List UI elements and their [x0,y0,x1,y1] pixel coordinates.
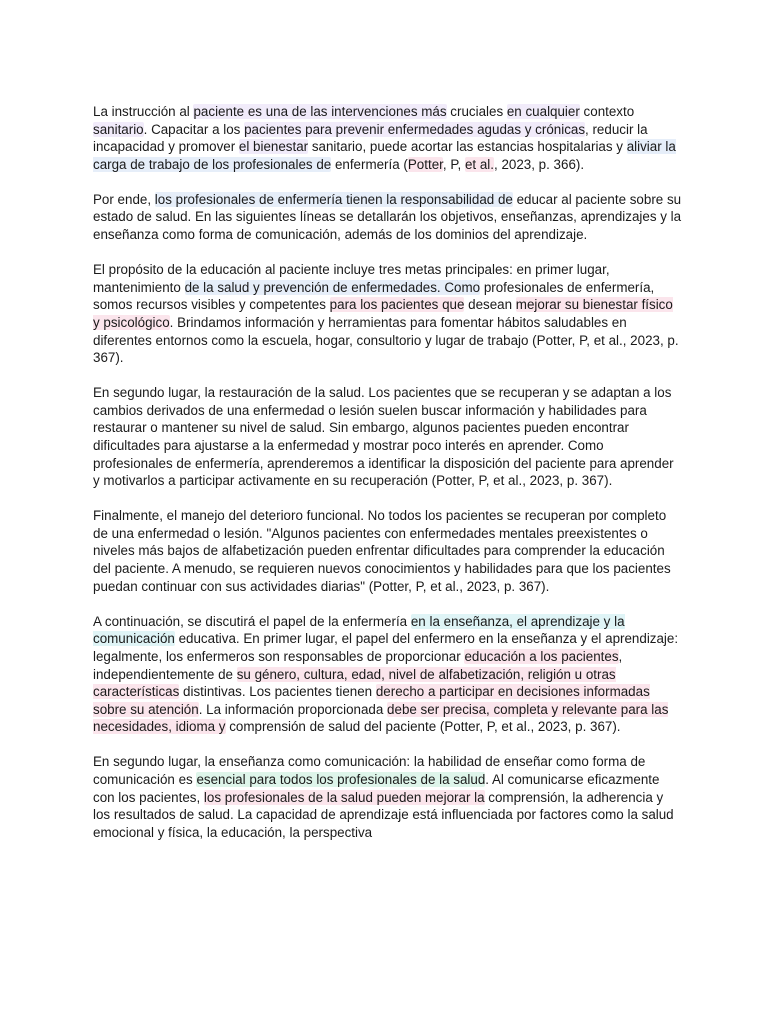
body-text: , 2023, p. 366). [494,156,585,172]
body-text: comprensión de salud del paciente (Potter, P, et al., 2023, p. 367). [225,719,621,735]
highlighted-text: en la enseñanza, el aprendizaje y la comunicación [93,613,625,647]
body-text: . Al comunicarse eficazmente con los pacientes, [93,772,660,805]
highlighted-text: aliviar la carga de trabajo de los profesionales de [93,139,676,172]
paragraph-2 [93,191,683,244]
paragraph-5 [93,507,683,595]
highlighted-text: esencial para todos los profesionales de la salud [196,772,486,787]
highlighted-text: Potter [407,156,443,172]
body-text: . La información proporcionada [198,701,388,717]
body-text: sanitario, puede acortar las estancias hospitalarias y [308,139,627,155]
highlighted-text: sanitario [93,121,144,137]
body-text: En segundo lugar, la restauración de la salud. Los pacientes que se recuperan y se adaptan a los cambios derivados de una enfermedad o lesión suelen buscar información y habilidades para restaurar o mantener su nivel de salud. Sin embargo, algunos pacientes pueden encontrar dificultades para ajustarse a la enfermedad y mostrar poco interés en aprender. Como profesionales de enfermería, aprenderemos a identificar la disposición del paciente para aprender y motivarlos a participar activamente en su recuperación (Potter, P, et al., 2023, p. 367). [93,385,674,489]
highlighted-text: debe ser precisa, completa y relevante para las necesidades, idioma y [93,701,669,735]
body-text: profesionales de enfermería, somos recursos visibles y competentes [93,279,655,313]
body-text: comprensión, la adherencia y los resultados de salud. La capacidad de aprendizaje está influenciada por factores como la salud emocional y física, la educación, la perspectiva [93,789,674,840]
body-text: enfermería ( [331,156,408,172]
body-text: , reducir la incapacidad y promover [93,121,648,155]
document-page [93,103,683,859]
highlighted-text: su género, cultura, edad, nivel de alfabetización, religión u otras características [93,666,616,700]
highlighted-text: para los pacientes que [329,297,465,313]
highlighted-text: educación a los pacientes [464,648,619,664]
highlighted-text: los profesionales de la salud pueden mejorar la [203,789,485,805]
paragraph-1 [93,103,683,173]
body-text: A continuación, se discutirá el papel de la enfermería [93,613,411,629]
body-text: distintivas. Los pacientes tienen [179,684,376,700]
paragraph-6 [93,613,683,736]
body-text: contexto [579,104,635,119]
paragraph-4 [93,384,683,490]
body-text: educativa. En primer lugar, el papel del enfermero en la enseñanza y el aprendizaje: legalmente, los enfermeros son responsables de proporcionar [93,631,679,664]
body-text: Por ende, [93,191,155,207]
highlighted-text: paciente es una de las intervenciones más [193,104,447,119]
highlighted-text: los profesionales de enfermería tienen la responsabilidad de [154,191,513,207]
body-text: , independientemente de [93,648,623,682]
body-text: En segundo lugar, la enseñanza como comunicación: la habilidad de enseñar como forma de comunicación es [93,754,646,787]
body-text: . Brindamos información y herramientas para fomentar hábitos saludables en diferentes entornos como la escuela, hogar, consultorio y lugar de trabajo (Potter, P, et al., 2023, p. 367). [93,314,679,366]
body-text: La instrucción al [93,104,194,119]
body-text: cruciales [446,104,507,119]
body-text: desean [464,297,516,313]
body-text: . Capacitar a los [143,121,245,137]
highlighted-text: el bienestar [238,139,309,155]
highlighted-text: et al. [464,156,494,172]
highlighted-text: en cualquier [506,104,580,119]
highlighted-text: pacientes para prevenir enfermedades agudas y crónicas [244,121,586,137]
body-text: educar al paciente sobre su estado de salud. En las siguientes líneas se detallarán los objetivos, enseñanzas, aprendizajes y la enseñanza como forma de comunicación, además de los dominios del aprendizaje. [93,191,682,243]
body-text: El propósito de la educación al paciente incluye tres metas principales: en primer lugar, mantenimiento [93,262,610,295]
highlighted-text: de la salud y prevención de enfermedades. Como [184,279,481,295]
highlighted-text: derecho a participar en decisiones informadas sobre su atención [93,684,650,717]
body-text: , P, [442,156,465,172]
highlighted-text: mejorar su bienestar físico y psicológico [93,297,673,330]
paragraph-3 [93,261,683,367]
body-text: Finalmente, el manejo del deterioro funcional. No todos los pacientes se recuperan por completo de una enfermedad o lesión. "Algunos pacientes con enfermedades mentales preexistentes o niveles más bajos de alfabetización pueden enfrentar dificultades para comprender la educación del paciente. A menudo, se requieren nuevos conocimientos y habilidades para que los pacientes puedan continuar con sus actividades diarias" (Potter, P, et al., 2023, p. 367). [93,508,671,594]
paragraph-7 [93,753,683,841]
